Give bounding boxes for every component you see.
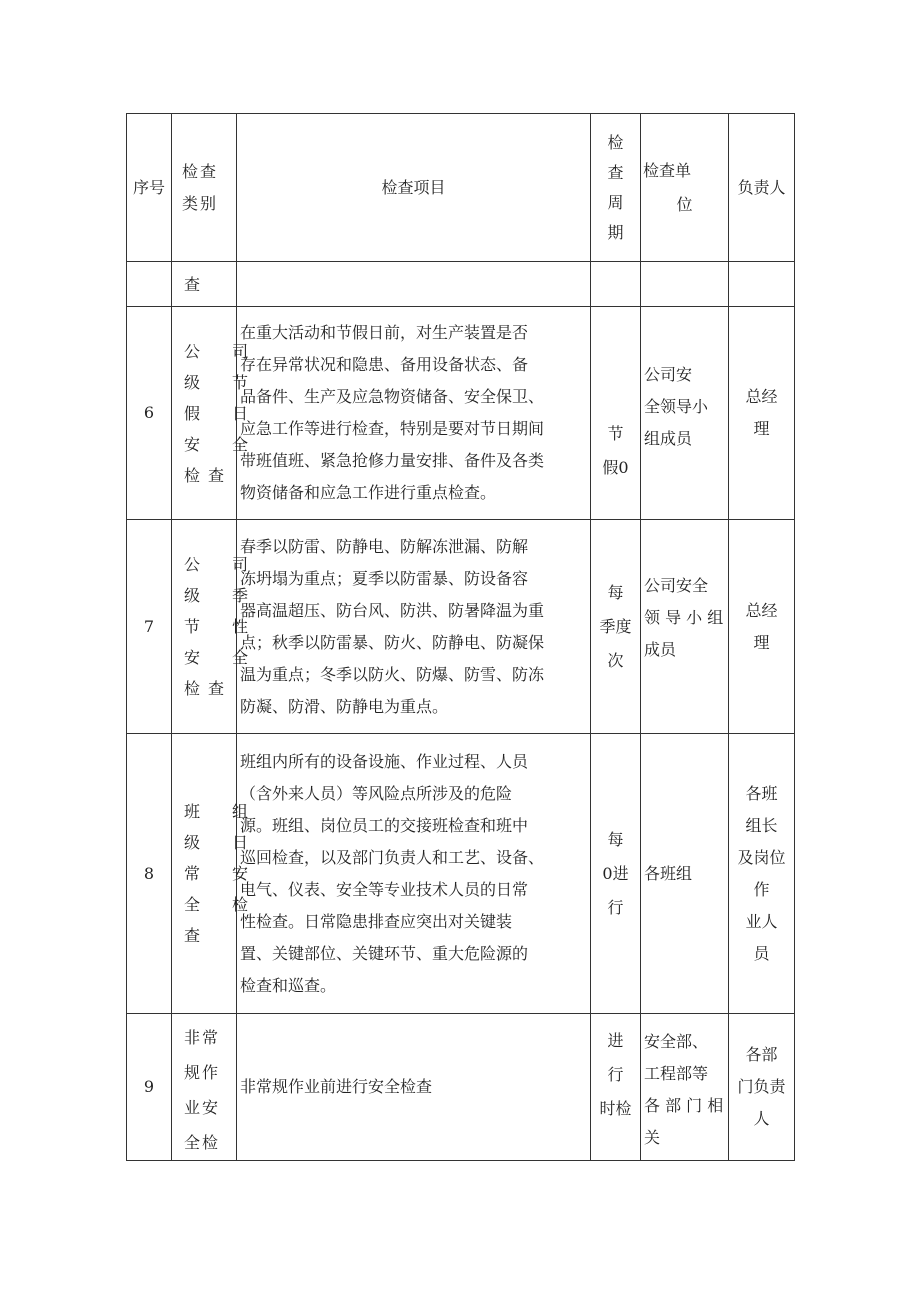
cell-unit: 各班组 [641,734,729,1014]
cell-owner: 各班 组长 及岗位 作 业人 员 [729,734,795,1014]
cell-category: 公 司 级 季 节 性 安 全 检查 [172,520,237,734]
header-seq: 序号 [127,114,172,262]
header-owner: 负责人 [729,114,795,262]
cell-category: 公 司 级 节 假 日 安 全 检查 [172,307,237,520]
cell-period: 进 行 时检 [591,1014,641,1161]
cell-item: 非常规作业前进行安全检查 [237,1014,591,1161]
header-period: 检 查 周 期 [591,114,641,262]
cell-period [591,262,641,307]
cell-category: 查 [172,262,237,307]
cell-seq: 6 [127,307,172,520]
cell-unit: 公司安 全领导小 组成员 [641,307,729,520]
cell-period: 每 季度 次 [591,520,641,734]
table-header-row [127,114,795,262]
cell-unit: 公司安全 领 导 小 组 成员 [641,520,729,734]
table-row [127,262,795,307]
table-row [127,734,795,1014]
table-row [127,520,795,734]
cell-owner: 各部 门负责 人 [729,1014,795,1161]
header-category: 检查 类别 [172,114,237,262]
table-row [127,1014,795,1161]
cell-item: 春季以防雷、防静电、防解冻泄漏、防解 冻坍塌为重点；夏季以防雷暴、防设备容 器高温超压、防台风、防洪、防暑降温为重 点；秋季以防雷暴、防火、防静电、防凝保 温为重点；冬季以防火、防爆、防雪、防冻 防凝、防滑、防静电为重点。 [237,520,591,734]
cell-item [237,262,591,307]
cell-unit [641,262,729,307]
table-row [127,307,795,520]
cell-period: 节 假0 [591,307,641,520]
cell-period: 每 0进 行 [591,734,641,1014]
cell-seq: 8 [127,734,172,1014]
cell-owner [729,262,795,307]
cell-category: 非常 规作 业安 全检 [172,1014,237,1161]
cell-seq [127,262,172,307]
cell-category: 班 组 级 日 常 安 全 检 查 [172,734,237,1014]
cell-item: 在重大活动和节假日前，对生产装置是否 存在异常状况和隐患、备用设备状态、备 品备件、生产及应急物资储备、安全保卫、 应急工作等进行检查，特别是要对节日期间 带班值班、紧急抢修力量安排、备件及各类 物资储备和应急工作进行重点检查。 [237,307,591,520]
cell-item: 班组内所有的设备设施、作业过程、人员 （含外来人员）等风险点所涉及的危险 源。班组、岗位员工的交接班检查和班中 巡回检查，以及部门负责人和工艺、设备、 电气、仪表、安全等专业技术人员的日常 性检查。日常隐患排查应突出对关键装 置、关键部位、关键环节、重大危险源的 检查和巡查。 [237,734,591,1014]
inspection-table [126,113,795,1161]
cell-owner: 总经 理 [729,520,795,734]
cell-unit: 安全部、 工程部等 各 部 门 相 关 [641,1014,729,1161]
header-unit: 检查单 位 [641,114,729,262]
cell-seq: 7 [127,520,172,734]
cell-seq: 9 [127,1014,172,1161]
header-item: 检查项目 [237,114,591,262]
cell-owner: 总经 理 [729,307,795,520]
